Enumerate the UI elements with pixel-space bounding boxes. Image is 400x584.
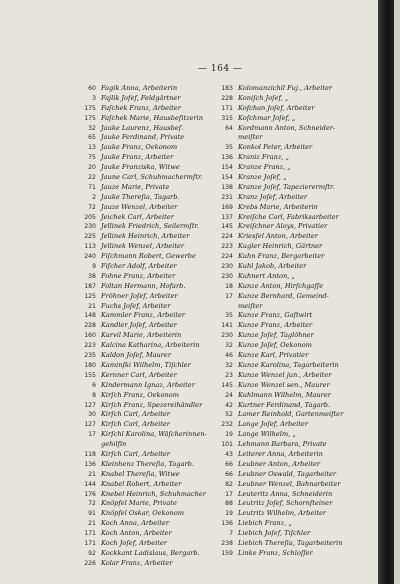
resident-name: Linke Franz, Schloſſer [238, 548, 313, 557]
directory-entry [215, 242, 390, 252]
resident-name: Fuchs Joſef, Arbeiter [101, 301, 171, 310]
house-number: 3 [92, 94, 96, 102]
directory-entry [215, 460, 390, 470]
directory-entry [215, 153, 390, 163]
resident-name: Kirſch Carl, Arbeiter [101, 420, 170, 429]
house-number: 18 [225, 282, 233, 290]
house-number: 64 [225, 124, 233, 132]
resident-name: Karvil Marie, Arbeiterin [101, 331, 182, 340]
resident-name: Koch Joſef, Arbeiter [101, 538, 167, 547]
house-number: 159 [221, 549, 233, 557]
resident-name: Leubner Anton, Arbeiter [238, 459, 321, 468]
directory-entry [215, 480, 390, 490]
house-number: 154 [221, 164, 233, 172]
house-number: 137 [221, 213, 233, 221]
house-number: 19 [225, 431, 233, 439]
house-number: 21 [88, 520, 96, 528]
resident-name: Kreiſche Carl, Fabriksarbeiter [238, 212, 339, 221]
directory-entry [215, 470, 390, 480]
resident-name: Lange Wilhelm, „ [238, 430, 296, 439]
house-number: 72 [88, 203, 96, 211]
resident-name: Kurtner Ferdinand, Tagarb. [238, 400, 331, 409]
resident-name: Liebich Thereſia, Tagarbeiterin [238, 538, 343, 547]
resident-name: Kaminſki Wilhelm, Tiſchler [101, 360, 191, 369]
house-number: 35 [225, 144, 233, 152]
house-number: 240 [84, 253, 96, 261]
house-number: 176 [84, 490, 96, 498]
resident-name: Lamer Reinhold, Gartenmeiſter [238, 410, 344, 419]
resident-name: Fiſchmann Robert, Gewerbe [101, 252, 196, 261]
house-number: 230 [221, 263, 233, 271]
house-number: 22 [88, 174, 96, 182]
directory-entry [215, 173, 390, 183]
resident-name: Jauze Wenzel, Arbeiter [101, 202, 178, 211]
resident-name: Leutritz Wilhelm, Arbeiter [238, 509, 327, 518]
house-number: 21 [88, 470, 96, 478]
house-number: 136 [84, 460, 96, 468]
resident-name: Kirſch Franz, Oekonom [101, 390, 179, 399]
house-number: 17 [88, 431, 96, 439]
directory-entry [215, 331, 390, 341]
house-number: 91 [88, 510, 96, 518]
resident-name: Kindermann Ignaz, Arbeiter [101, 380, 195, 389]
directory-entry [215, 391, 390, 401]
house-number: 19 [225, 510, 233, 518]
house-number: 32 [225, 342, 233, 350]
house-number: 101 [221, 441, 233, 449]
house-number: 71 [88, 183, 96, 191]
resident-name: Kuhn Franz, Bergarbeiter [238, 252, 325, 261]
house-number: 171 [84, 539, 96, 547]
directory-entry [215, 104, 390, 114]
resident-name: Kolar Franz, Arbeiter [101, 558, 173, 567]
resident-name: Fagik Anna, Arbeiterin [101, 84, 178, 92]
directory-entry [215, 381, 390, 391]
resident-name: Jauke Franz, Arbeiter [101, 153, 174, 162]
resident-name: Foltan Hermann, Hofarb. [101, 281, 186, 290]
directory-entry [215, 549, 390, 559]
resident-name: Konkol Peter, Arbeiter [238, 143, 313, 152]
house-number: 238 [221, 539, 233, 547]
directory-entry [215, 490, 390, 500]
house-number: 145 [221, 381, 233, 389]
resident-name: Kordmann Anton, Schneider- [238, 123, 336, 132]
house-number: 136 [221, 520, 233, 528]
house-number: 315 [221, 114, 233, 122]
resident-name: Kammler Franz, Arbeiter [101, 311, 186, 320]
resident-name: Kranze Joſef, Tapezierermſtr. [238, 182, 335, 191]
directory-entry [215, 499, 390, 509]
resident-name: Kunze Wenzel jun., Arbeiter [238, 370, 332, 379]
resident-name: Jauke Thereſia, Tagarb. [101, 192, 180, 201]
house-number: 32 [225, 361, 233, 369]
resident-name: Kirſch Carl, Arbeiter [101, 410, 170, 419]
directory-entry [215, 371, 390, 381]
house-number: 144 [84, 480, 96, 488]
house-number: 225 [84, 233, 96, 241]
house-number: 42 [225, 401, 233, 409]
house-number: 32 [88, 124, 96, 132]
house-number: 235 [84, 352, 96, 360]
house-number: 228 [221, 94, 233, 102]
resident-name: Jauke Franz, Oekonom [101, 143, 178, 152]
house-number: 21 [88, 302, 96, 310]
directory-entry [215, 193, 390, 203]
directory-entry [78, 559, 253, 569]
resident-name: Faſchek Marie, Hausbeſitzerin [101, 113, 203, 122]
house-number: 171 [84, 530, 96, 538]
resident-name: Knabel Thereſia, Witwe [101, 469, 180, 478]
house-number: 82 [225, 480, 233, 488]
directory-entry [215, 124, 390, 134]
house-number: 46 [225, 352, 233, 360]
resident-name: Kuhnert Anton, „ [238, 271, 295, 280]
resident-name: Fohne Franz, Arbeiter [101, 271, 176, 280]
house-number: 171 [221, 104, 233, 112]
resident-name: Knebel Heinrich, Schuhmacher [101, 489, 206, 498]
resident-name: Fajlik Jofef, Feldgärtner [101, 93, 181, 102]
directory-entry [215, 420, 390, 430]
directory-entry [215, 272, 390, 282]
house-number: 30 [88, 411, 96, 419]
house-number: 66 [225, 460, 233, 468]
house-number: 180 [84, 361, 96, 369]
resident-name: Kandler Joſef, Arbeiter [101, 321, 177, 330]
resident-name: meiſter [238, 133, 263, 142]
directory-entry [215, 351, 390, 361]
resident-name: Fröhner Joſef, Arbeiter [101, 291, 178, 300]
directory-entry [215, 440, 390, 450]
resident-name: Kolomanzichil Fuj., Arbeiter [238, 84, 333, 92]
house-number: 7 [229, 530, 233, 538]
house-number: 13 [88, 144, 96, 152]
resident-name: Kunze Joſef, Oekonom [238, 341, 312, 350]
resident-name: Jeichek Carl, Arbeiter [101, 212, 174, 221]
house-number: 52 [225, 411, 233, 419]
house-number: 224 [221, 253, 233, 261]
resident-name: Kunze Joſef, Taglöhner [238, 331, 314, 340]
directory-entry [215, 163, 390, 173]
resident-name: Lange Joſef, Arbeiter [238, 420, 308, 429]
house-number: 38 [88, 272, 96, 280]
resident-name: Faſchek Franz, Arbeiter [101, 103, 181, 112]
next-page-edge [394, 0, 400, 584]
directory-entry [215, 213, 390, 223]
house-number: 228 [84, 322, 96, 330]
house-number: 113 [84, 243, 96, 251]
resident-name: Kranze Franz, „ [238, 163, 291, 172]
directory-entry [215, 282, 390, 292]
directory-entry [215, 519, 390, 529]
resident-name: Jauke Laurenz, Hausbeſ. [101, 123, 184, 132]
house-number: 9 [92, 263, 96, 271]
directory-entry [215, 232, 390, 242]
resident-name: Leubner Wenzel, Bahnarbeiter [238, 479, 341, 488]
house-number: 24 [225, 391, 233, 399]
resident-name: Jellinek Wenzel, Arbeiter [101, 242, 185, 251]
resident-name: Liebich Joſef, Tiſchler [238, 529, 311, 538]
resident-name: Kriesſel Anton, Arbeiter [238, 232, 318, 241]
resident-name: Kalcina Katharina, Arbeiterin [101, 341, 200, 350]
house-number: 223 [221, 243, 233, 251]
directory-entry [215, 321, 390, 331]
house-number: 60 [88, 85, 96, 92]
house-number: 88 [225, 500, 233, 508]
directory-entry [215, 341, 390, 351]
house-number: 72 [88, 500, 96, 508]
resident-name: Leutritz Joſef, Schornſteiner [238, 499, 333, 508]
resident-name: Jaune Carl, Schuhmachermſtr. [101, 173, 203, 182]
resident-name: Knöpfel Marie, Private [101, 499, 177, 508]
resident-name: Kuhlmann Wilhelm, Maurer [238, 390, 331, 399]
house-number: 66 [225, 470, 233, 478]
house-number: 17 [225, 292, 233, 300]
house-number: 138 [221, 183, 233, 191]
house-number: 230 [221, 272, 233, 280]
house-number: 154 [221, 174, 233, 182]
house-number: 187 [84, 282, 96, 290]
resident-name: Jauke Franziska, Witwe [101, 163, 180, 172]
directory-entry [215, 450, 390, 460]
house-number: 205 [84, 213, 96, 221]
resident-name: Krebs Marie, Arbeiterin [238, 202, 318, 211]
directory-entry [215, 410, 390, 420]
house-number: 223 [84, 342, 96, 350]
directory-entry [215, 252, 390, 262]
resident-name: Kleinhenz Thereſia, Tagarb. [101, 459, 194, 468]
page-number: — 164 — [198, 64, 243, 74]
resident-name: Fiſcher Adolf, Arbeiter [101, 262, 177, 271]
resident-name: Kranz Joſef, Arbeiter [238, 192, 308, 201]
house-number: 20 [88, 164, 96, 172]
right-column [215, 84, 390, 559]
directory-entry [215, 509, 390, 519]
resident-name: Liebich Franz, „ [238, 519, 292, 528]
directory-entry [215, 143, 390, 153]
resident-name: Kunze Wenzel sen., Maurer [238, 380, 330, 389]
house-number: 23 [225, 371, 233, 379]
house-number: 127 [84, 401, 96, 409]
resident-name: Kunze Karl, Privatier [238, 351, 309, 360]
house-number: 183 [221, 85, 233, 92]
resident-name: Jellinek Friedrich, Seilermſtr. [101, 222, 200, 231]
resident-name: Kreiſchner Aloys, Privatier [238, 222, 328, 231]
house-number: 75 [88, 154, 96, 162]
directory-entry [215, 430, 390, 440]
house-number: 35 [225, 312, 233, 320]
directory-entry [215, 539, 390, 549]
house-number: 125 [84, 292, 96, 300]
house-number: 43 [225, 450, 233, 458]
resident-name: Leiterer Anna, Arbeiterin [238, 449, 323, 458]
resident-name: gehilfin [101, 440, 127, 449]
resident-name: Kraniz Franz, „ [238, 153, 289, 162]
directory-entry [215, 361, 390, 371]
directory-entry [215, 183, 390, 193]
directory-entry [215, 529, 390, 539]
resident-name: Jauke Ferdinand, Private [101, 133, 185, 142]
resident-name: Koniſch Joſef, „ [238, 93, 289, 102]
resident-name: meiſter [238, 301, 263, 310]
house-number: 118 [84, 450, 96, 458]
directory-entry [215, 203, 390, 213]
resident-name: Leubner Oswald, Tagarbeiter [238, 469, 337, 478]
house-number: 8 [92, 391, 96, 399]
resident-name: Kockkant Ladislaus, Bergarb. [101, 548, 200, 557]
house-number: 226 [84, 559, 96, 567]
house-number: 2 [92, 193, 96, 201]
resident-name: Kugler Heinrich, Gärtner [238, 242, 323, 251]
house-number: 17 [225, 490, 233, 498]
resident-name: Kunze Anton, Hirſchgaſſe [238, 281, 324, 290]
resident-name: Kernner Carl, Arbeiter [101, 370, 177, 379]
directory-entry [215, 133, 390, 143]
directory-entry [215, 114, 390, 124]
resident-name: Jauze Marie, Private [101, 182, 170, 191]
house-number: 231 [221, 193, 233, 201]
resident-name: Kuhl Jakob, Arbeiter [238, 262, 307, 271]
directory-entry [215, 222, 390, 232]
house-number: 136 [221, 154, 233, 162]
house-number: 92 [88, 549, 96, 557]
house-number: 127 [84, 421, 96, 429]
resident-name: Koſchan Joſef, Arbeiter [238, 103, 315, 112]
house-number: 230 [221, 332, 233, 340]
resident-name: Jellinek Heinrich, Arbeiter [101, 232, 190, 241]
directory-entry [215, 262, 390, 272]
house-number: 175 [84, 104, 96, 112]
resident-name: Koch Anton, Arbeiter [101, 529, 172, 538]
resident-name: Lehmann Barbara, Private [238, 440, 327, 449]
resident-name: Knabel Robert, Arbeiter [101, 479, 182, 488]
resident-name: Kirſch Franz, Spezereihändler [101, 400, 203, 409]
house-number: 160 [84, 332, 96, 340]
directory-entry [215, 302, 390, 312]
resident-name: Kunze Franz, Arbeiter [238, 321, 313, 330]
house-number: 175 [84, 114, 96, 122]
resident-name: Kaldon Joſef, Maurer [101, 351, 171, 360]
house-number: 141 [221, 322, 233, 330]
directory-entry [215, 292, 390, 302]
house-number: 6 [92, 381, 96, 389]
resident-name: Kirſchl Karolina, Wäſcherinnen- [101, 430, 207, 439]
directory-entry [215, 84, 390, 94]
resident-name: Kunze Bernhard, Gemeind- [238, 291, 329, 300]
house-number: 230 [84, 223, 96, 231]
resident-name: Kunze Karolina, Tagarbeiterin [238, 360, 339, 369]
resident-name: Kunze Franz, Gaſtwirt [238, 311, 313, 320]
house-number: 224 [221, 233, 233, 241]
resident-name: Knöpfel Oskar, Oekonom [101, 509, 184, 518]
directory-entry [215, 311, 390, 321]
resident-name: Leuteritz Anna, Schneiderin [238, 489, 333, 498]
house-number: 148 [84, 312, 96, 320]
house-number: 155 [84, 371, 96, 379]
resident-name: Kirſch Carl, Arbeiter [101, 449, 170, 458]
house-number: 65 [88, 134, 96, 142]
house-number: 145 [221, 223, 233, 231]
house-number: 169 [221, 203, 233, 211]
directory-entry [215, 401, 390, 411]
resident-name: Koſchmar Joſef, „ [238, 113, 296, 122]
house-number: 232 [221, 421, 233, 429]
resident-name: Koch Anna, Arbeiter [101, 519, 169, 528]
resident-name: Kranze Joſef, „ [238, 173, 287, 182]
directory-entry [215, 94, 390, 104]
